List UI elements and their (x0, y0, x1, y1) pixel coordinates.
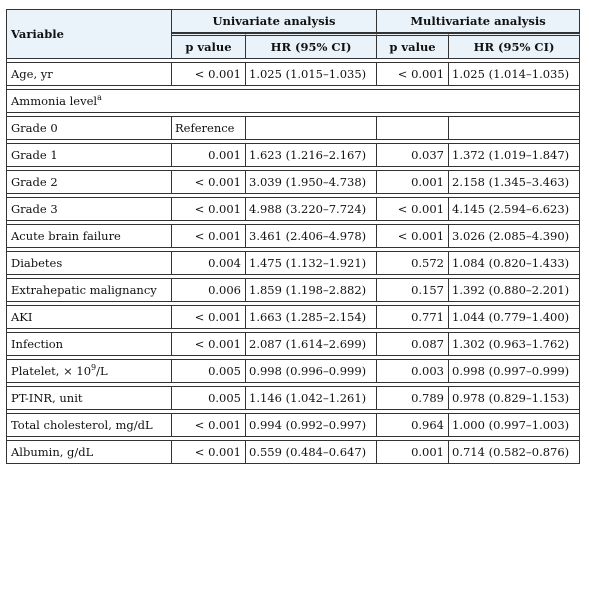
univariate-hr: 1.663 (1.285–2.154) (246, 306, 377, 329)
variable-cell (7, 252, 172, 275)
univariate-hr: 1.475 (1.132–1.921) (246, 252, 377, 275)
variable-cell (7, 414, 172, 437)
univariate-hr: 1.025 (1.015–1.035) (246, 63, 377, 86)
header-variable: Variable (7, 10, 172, 59)
univariate-hr: 0.559 (0.484–0.647) (246, 441, 377, 464)
multivariate-p-value: < 0.001 (377, 63, 449, 86)
table-row (7, 252, 580, 275)
multivariate-hr: 0.998 (0.997–0.999) (449, 360, 580, 383)
multivariate-hr: 1.025 (1.014–1.035) (449, 63, 580, 86)
table-row (7, 117, 580, 140)
variable-cell (7, 441, 172, 464)
table-row (7, 171, 580, 194)
multivariate-p-value: 0.003 (377, 360, 449, 383)
results-table-container (6, 9, 579, 464)
univariate-p-value: 0.006 (172, 279, 246, 302)
multivariate-p-value: 0.037 (377, 144, 449, 167)
multivariate-p-value: 0.001 (377, 171, 449, 194)
multivariate-hr: 2.158 (1.345–3.463) (449, 171, 580, 194)
univariate-hr: 1.146 (1.042–1.261) (246, 387, 377, 410)
table-row (7, 63, 580, 86)
multivariate-p-value: < 0.001 (377, 225, 449, 248)
multivariate-hr: 1.000 (0.997–1.003) (449, 414, 580, 437)
multivariate-hr: 1.084 (0.820–1.433) (449, 252, 580, 275)
multivariate-p-value: 0.087 (377, 333, 449, 356)
variable-label: Extrahepatic malignancy (11, 283, 157, 297)
univariate-hr: 0.994 (0.992–0.997) (246, 414, 377, 437)
header-multivariate: Multivariate analysis (377, 10, 580, 33)
multivariate-hr: 0.978 (0.829–1.153) (449, 387, 580, 410)
multivariate-p-value: 0.157 (377, 279, 449, 302)
table-header (7, 10, 580, 59)
multivariate-p-value: < 0.001 (377, 198, 449, 221)
univariate-p-value: 0.005 (172, 387, 246, 410)
multivariate-hr: 1.372 (1.019–1.847) (449, 144, 580, 167)
variable-label: Total cholesterol, mg/dL (11, 418, 153, 432)
variable-label: Infection (11, 337, 64, 351)
univariate-p-value: < 0.001 (172, 63, 246, 86)
multivariate-hr: 3.026 (2.085–4.390) (449, 225, 580, 248)
variable-label: Age, yr (11, 67, 53, 81)
table-row (7, 387, 580, 410)
variable-label: Grade 3 (11, 202, 58, 216)
header-uni-p-value: p value (172, 33, 246, 59)
multivariate-hr (449, 117, 580, 140)
table-row (7, 279, 580, 302)
section-label (7, 90, 580, 113)
variable-cell (7, 225, 172, 248)
multivariate-hr: 4.145 (2.594–6.623) (449, 198, 580, 221)
univariate-p-value: 0.001 (172, 144, 246, 167)
univariate-p-value: Reference (172, 117, 246, 140)
univariate-p-value: < 0.001 (172, 171, 246, 194)
variable-cell (7, 279, 172, 302)
multivariate-p-value: 0.001 (377, 441, 449, 464)
variable-cell (7, 360, 172, 383)
multivariate-p-value: 0.964 (377, 414, 449, 437)
variable-cell (7, 306, 172, 329)
variable-label: AKI (11, 310, 33, 324)
multivariate-hr: 1.392 (0.880–2.201) (449, 279, 580, 302)
univariate-hr: 0.998 (0.996–0.999) (246, 360, 377, 383)
univariate-p-value: < 0.001 (172, 198, 246, 221)
table-row (7, 360, 580, 383)
univariate-hr: 2.087 (1.614–2.699) (246, 333, 377, 356)
table-row (7, 198, 580, 221)
table-body (7, 59, 580, 464)
table-row (7, 144, 580, 167)
variable-cell (7, 144, 172, 167)
multivariate-p-value: 0.771 (377, 306, 449, 329)
variable-cell (7, 63, 172, 86)
univariate-hr (246, 117, 377, 140)
variable-cell (7, 171, 172, 194)
univariate-p-value: 0.005 (172, 360, 246, 383)
variable-label: Platelet, × 10 (11, 364, 92, 378)
label-exponent: 9 (91, 363, 97, 373)
univariate-hr: 4.988 (3.220–7.724) (246, 198, 377, 221)
label-unit: /L (96, 364, 108, 378)
univariate-p-value: 0.004 (172, 252, 246, 275)
table-row (7, 333, 580, 356)
multivariate-hr: 1.044 (0.779–1.400) (449, 306, 580, 329)
variable-cell (7, 333, 172, 356)
variable-label: Grade 2 (11, 175, 58, 189)
section-label-text: Ammonia level (11, 94, 98, 108)
variable-cell (7, 387, 172, 410)
variable-label: PT-INR, unit (11, 391, 83, 405)
univariate-p-value: < 0.001 (172, 333, 246, 356)
univariate-hr: 3.461 (2.406–4.978) (246, 225, 377, 248)
univariate-p-value: < 0.001 (172, 225, 246, 248)
table-row (7, 225, 580, 248)
table-row (7, 90, 580, 113)
table-row (7, 306, 580, 329)
univariate-hr: 3.039 (1.950–4.738) (246, 171, 377, 194)
header-multi-p-value: p value (377, 33, 449, 59)
multivariate-hr: 1.302 (0.963–1.762) (449, 333, 580, 356)
variable-label: Albumin, g/dL (11, 445, 94, 459)
multivariate-p-value: 0.572 (377, 252, 449, 275)
footnote-marker: a (97, 93, 102, 103)
variable-label: Grade 0 (11, 121, 58, 135)
multivariate-p-value (377, 117, 449, 140)
variable-label: Diabetes (11, 256, 63, 270)
univariate-p-value: < 0.001 (172, 441, 246, 464)
cox-regression-table (6, 9, 580, 464)
univariate-p-value: < 0.001 (172, 414, 246, 437)
univariate-hr: 1.859 (1.198–2.882) (246, 279, 377, 302)
variable-cell (7, 117, 172, 140)
header-uni-hr: HR (95% CI) (246, 33, 377, 59)
univariate-p-value: < 0.001 (172, 306, 246, 329)
header-univariate: Univariate analysis (172, 10, 377, 33)
multivariate-p-value: 0.789 (377, 387, 449, 410)
univariate-hr: 1.623 (1.216–2.167) (246, 144, 377, 167)
table-row (7, 441, 580, 464)
multivariate-hr: 0.714 (0.582–0.876) (449, 441, 580, 464)
table-row (7, 414, 580, 437)
variable-label: Acute brain failure (11, 229, 121, 243)
header-multi-hr: HR (95% CI) (449, 33, 580, 59)
variable-label: Grade 1 (11, 148, 58, 162)
variable-cell (7, 198, 172, 221)
